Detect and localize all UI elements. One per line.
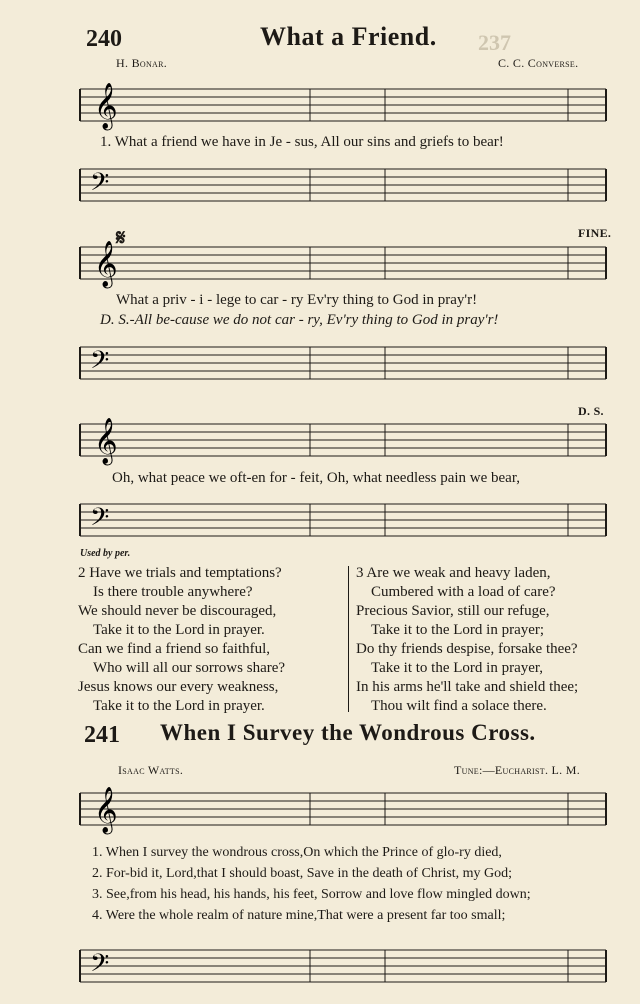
svg-text:𝄢: 𝄢 [90, 503, 110, 538]
verse-line: 3 Are we weak and heavy laden, [356, 565, 551, 581]
hymn-240-lyric-line-3: Oh, what peace we oft-en for - feit, Oh, what needless pain we bear, [112, 470, 520, 486]
staff-treble-2 [80, 241, 606, 287]
hymn-241-author: Isaac Watts. [118, 763, 184, 777]
verse-line: Can we find a friend so faithful, [78, 641, 271, 657]
used-by-permission: Used by per. [80, 548, 131, 559]
verse-line: Take it to the Lord in prayer. [93, 622, 265, 638]
lyric-line-3: 3. See,from his head, his hands, his feet, Sorrow and love flow mingled down; [92, 887, 531, 902]
verse-divider [348, 566, 349, 712]
ds-marker: D. S. [578, 404, 604, 418]
bleed-through-text: 237 [478, 30, 511, 55]
verse-line: Take it to the Lord in prayer; [371, 622, 545, 638]
verse-line: Precious Savior, still our refuge, [356, 603, 550, 619]
verse-line: 2 Have we trials and temptations? [78, 565, 282, 581]
svg-text:𝄞: 𝄞 [94, 241, 118, 287]
hymn-240-lyric-line-1: 1. What a friend we have in Je - sus, All our sins and griefs to bear! [100, 134, 504, 150]
staff-treble-241 [80, 787, 606, 833]
verse-line: Do thy friends despise, forsake thee? [356, 641, 578, 657]
staff-bass-1 [80, 165, 606, 205]
hymn-240-verse-2 [78, 564, 285, 716]
segno-icon: 𝄋 [116, 225, 126, 250]
svg-text:𝄞: 𝄞 [94, 83, 118, 129]
svg-text:𝄢: 𝄢 [90, 346, 110, 381]
verse-line: We should never be discouraged, [78, 603, 277, 619]
svg-text:𝄞: 𝄞 [94, 787, 118, 833]
hymn-241-number: 241 [84, 722, 120, 748]
hymn-240-number: 240 [86, 26, 122, 52]
lyric-line-4: 4. Were the whole realm of nature mine,That were a present far too small; [92, 908, 506, 923]
lyric-line-1: 1. When I survey the wondrous cross,On which the Prince of glo-ry died, [92, 845, 502, 860]
staff-bass-2 [80, 343, 606, 383]
verse-line: Jesus knows our every weakness, [78, 679, 279, 695]
svg-text:𝄢: 𝄢 [90, 168, 110, 203]
verse-line: In his arms he'll take and shield thee; [356, 679, 579, 695]
hymn-240-title: What a Friend. [260, 22, 437, 51]
svg-text:𝄢: 𝄢 [90, 949, 110, 984]
hymn-241-title: When I Survey the Wondrous Cross. [160, 720, 536, 745]
verse-line: Take it to the Lord in prayer, [371, 660, 544, 676]
verse-line: Cumbered with a load of care? [371, 584, 556, 600]
hymn-240-author: H. Bonar. [116, 56, 168, 70]
verse-line: Thou wilt find a solace there. [371, 698, 547, 714]
verse-line: Take it to the Lord in prayer. [93, 698, 265, 714]
lyric-line-2: 2. For-bid it, Lord,that I should boast, Save in the death of Christ, my God; [92, 866, 513, 881]
staff-bass-3 [80, 500, 606, 540]
hymn-240-lyric-line-2-ds: D. S.-All be-cause we do not car - ry, Ev'ry thing to God in pray'r! [100, 312, 499, 328]
hymn-241-tune: Tune:—Eucharist. L. M. [454, 763, 581, 777]
staff-bass-241 [80, 946, 606, 986]
staff-treble-1 [80, 83, 606, 129]
verse-line: Is there trouble anywhere? [93, 584, 253, 600]
fine-marker: FINE. [578, 226, 612, 240]
hymn-241-lyrics [92, 842, 531, 926]
hymn-240-lyric-line-2: What a priv - i - lege to car - ry Ev'ry thing to God in pray'r! [116, 292, 478, 308]
hymn-240-verse-3 [356, 564, 578, 716]
verse-line: Who will all our sorrows share? [93, 660, 286, 676]
staff-treble-3 [80, 418, 606, 464]
hymn-240-composer: C. C. Converse. [498, 56, 579, 70]
svg-text:𝄞: 𝄞 [94, 418, 118, 464]
